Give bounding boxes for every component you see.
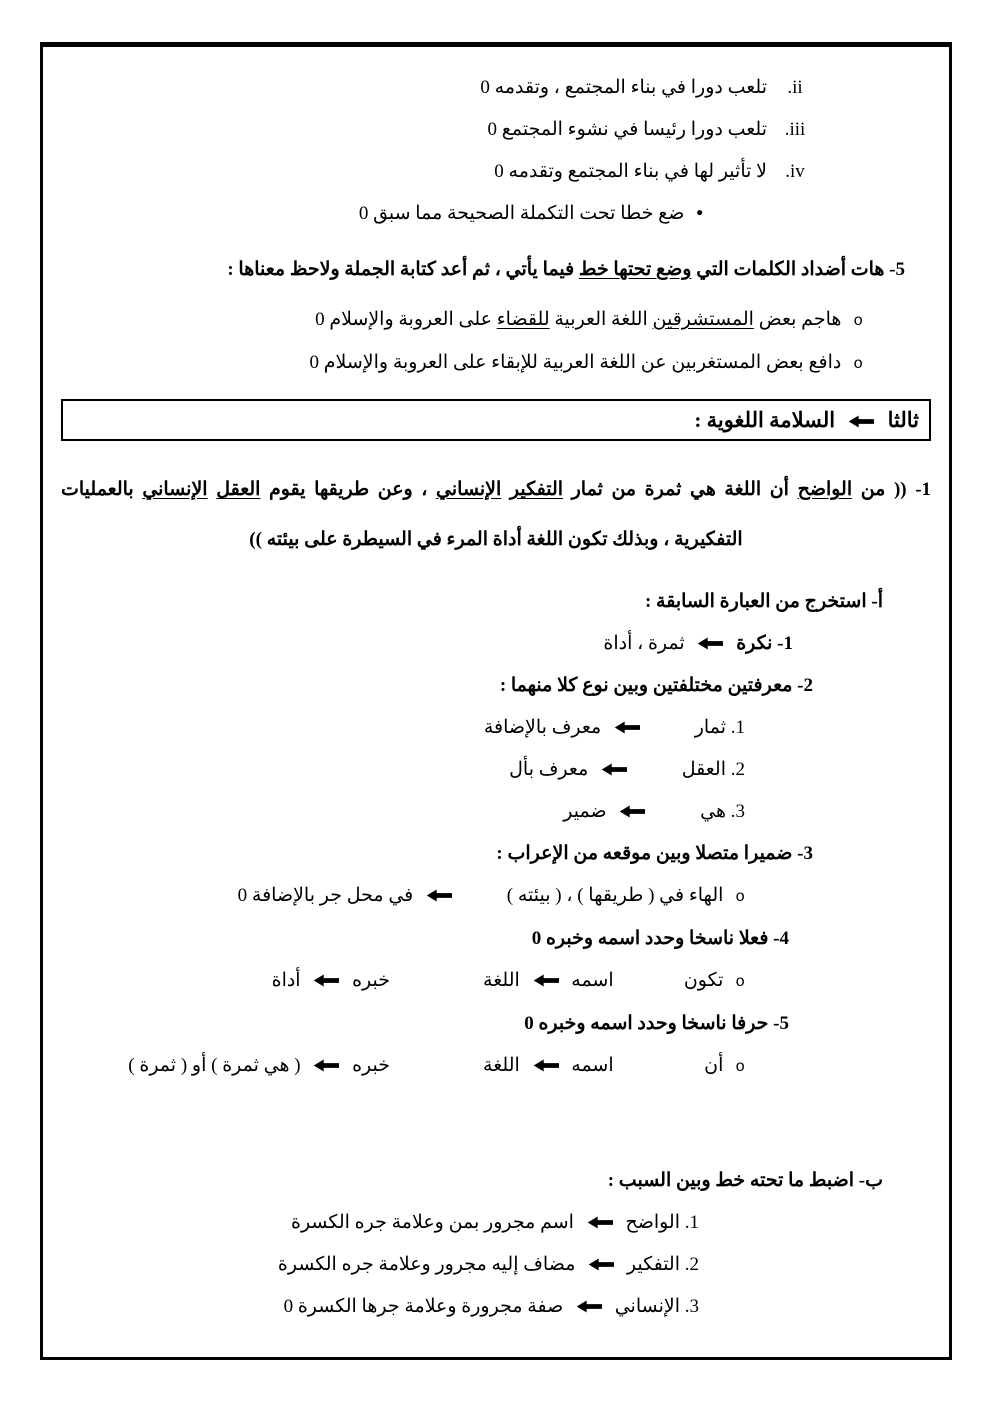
khabar-label: خبره [352,970,391,991]
underlined-text: الإنساني [142,479,208,500]
option-marker: ii. [787,77,803,98]
option-row [61,117,931,143]
row-label: 1. ثمار [694,717,745,738]
section-header [61,399,931,441]
definite-row [61,715,931,741]
extract-item-verb-heading: 4- فعلا ناسخا وحدد اسمه وخبره 0 [531,928,789,949]
left-arrow-icon [619,805,645,818]
row-answer: معرف بالإضافة [483,717,602,738]
row-answer: اسم مجرور بمن وعلامة جره الكسرة [290,1212,574,1233]
left-arrow-icon [588,1258,614,1271]
text-part [208,479,217,500]
question5-item [61,350,931,377]
ism-answer: اللغة [483,1055,520,1076]
row-label: 3. هي [700,801,745,822]
left-arrow-icon [697,637,723,650]
parsing-row [61,1252,931,1278]
option-text: لا تأثير لها في بناء المجتمع وتقدمه 0 [494,161,767,182]
part-a-heading: أ- استخرج من العبارة السابقة : [644,591,883,612]
text-part: على العروبة والإسلام 0 [315,309,497,330]
khabar-answer: ( هي ثمرة ) أو ( ثمرة ) [128,1055,301,1076]
page-border-frame [40,42,952,1360]
underlined-text: المستشرقين [652,309,754,330]
left-arrow-icon [313,974,339,987]
left-arrow-icon [587,1216,613,1229]
left-arrow-icon [614,721,640,734]
text-part: دافع بعض المستغربين عن اللغة العربية للإبقاء على العروبة والإسلام 0 [309,352,842,373]
row-label: 2. العقل [681,759,745,780]
left-arrow-icon [533,1059,559,1072]
question5-item [61,307,931,334]
bullet-icon: • [696,203,703,224]
text-part: بالعمليات التفكيرية ، وبذلك تكون اللغة أداة المرء في السيطرة على بيئته )) [61,479,743,550]
circle-marker: o [735,973,745,991]
row-answer: مضاف إليه مجرور وعلامة جره الكسرة [277,1254,576,1275]
parsing-row [61,1210,931,1236]
definite-row [61,799,931,825]
row-word: تكون [683,970,724,991]
ism-label: اسمه [571,1055,614,1076]
pronoun-row [61,883,931,910]
underlined-text: التفكير [509,479,564,500]
part-b-heading: ب- اضبط ما تحته خط وبين السبب : [607,1170,883,1191]
row-label: الهاء في ( طريقها ) ، ( بيئته ) [506,885,724,906]
circle-marker: o [735,888,745,906]
khabar-label: خبره [352,1055,391,1076]
left-arrow-icon [426,889,452,902]
instruction-text: ضع خطا تحت التكملة الصحيحة مما سبق 0 [358,203,685,224]
definite-row [61,757,931,783]
left-arrow-icon [601,763,627,776]
underlined-text: الإنساني [436,479,502,500]
item-label: 1- نكرة [736,633,793,654]
text-part: 1- (( من [852,479,932,500]
section-title-lead: ثالثا [887,408,919,432]
text-part: فيما يأتي ، ثم أعد كتابة الجملة ولاحظ معناها : [227,259,579,280]
circle-marker: o [853,312,863,330]
row-answer: معرف بأل [509,759,589,780]
text-part: 5- هات أضداد الكلمات التي [691,259,905,280]
naskh-particle-row [61,1053,931,1080]
option-text: تلعب دورا رئيسا في نشوء المجتمع 0 [487,119,767,140]
khabar-answer: أداة [271,970,301,991]
circle-marker: o [735,1058,745,1076]
question1-passage [61,465,931,565]
extract-item-definites-heading: 2- معرفتين مختلفتين وبين نوع كلا منهما : [499,675,813,696]
underlined-text: للقضاء [496,309,550,330]
text-part: أن اللغة هي ثمرة من ثمار [563,479,798,500]
left-arrow-icon [313,1059,339,1072]
extract-item-pronoun-heading: 3- ضميرا متصلا وبين موقعه من الإعراب : [496,843,813,864]
naskh-verb-row [61,968,931,995]
question5-heading [61,257,931,283]
underlined-text: وضع تحتها خط [578,259,692,280]
row-word: أن [704,1055,724,1076]
text-part: هاجم بعض [753,309,842,330]
row-answer: في محل جر بالإضافة 0 [237,885,414,906]
extract-item-indefinite [61,631,931,657]
row-answer: صفة مجرورة وعلامة جرها الكسرة 0 [283,1296,564,1317]
row-word: 3. الإنساني [614,1296,699,1317]
extract-item-particle-heading: 5- حرفا ناسخا وحدد اسمه وخبره 0 [524,1013,789,1034]
item-answer: ثمرة ، أداة [603,633,685,654]
section-title: السلامة اللغوية : [694,408,836,432]
ism-label: اسمه [571,970,614,991]
parsing-row [61,1294,931,1320]
row-word: 2. التفكير [626,1254,699,1275]
option-marker: iii. [784,119,806,140]
text-part: ، وعن طريقها يقوم [260,479,437,500]
ism-answer: اللغة [483,970,520,991]
underlined-text: الواضح [797,479,853,500]
left-arrow-icon [576,1300,602,1313]
instruction-row [61,201,931,227]
option-text: تلعب دورا في بناء المجتمع ، وتقدمه 0 [480,77,767,98]
row-answer: ضمير [563,801,607,822]
sentence-text [315,309,841,330]
option-marker: iv. [785,161,805,182]
option-row [61,75,931,101]
circle-marker: o [853,355,863,373]
text-part: اللغة العربية [549,309,653,330]
option-row [61,159,931,185]
left-arrow-icon [533,974,559,987]
row-word: 1. الواضح [625,1212,699,1233]
left-arrow-icon [848,415,874,428]
text-part [501,479,510,500]
sentence-text [310,352,842,373]
underlined-text: العقل [216,479,261,500]
